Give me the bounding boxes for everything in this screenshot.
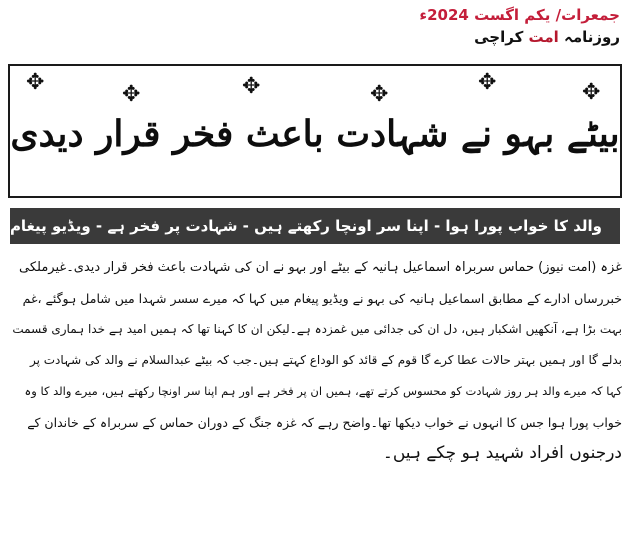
article-line: بدلے گا اور ہمیں بہتر حالات عطا کرے گا قوم کے قائد کو الوداع کہتے ہیں۔جب کہ بیٹے عبدالسلام نے والد کی شہادت پر — [29, 353, 622, 367]
article-body — [8, 252, 622, 469]
headline: بیٹے بہو نے شہادت باعث فخر قرار دیدی — [10, 113, 620, 155]
article-line: غزہ (امت نیوز) حماس سربراہ اسماعیل ہانیہ کے بیٹے اور بہو نے ان کی شہادت باعث فخر قرار دیدی۔غیرملکی — [19, 260, 622, 275]
dateline — [320, 4, 620, 48]
newspaper-name — [320, 26, 620, 48]
ornament-icon: ✥ — [478, 70, 497, 95]
headline-box — [8, 64, 622, 198]
ornament-icon: ✥ — [26, 70, 45, 95]
ornament-icon: ✥ — [582, 80, 601, 105]
ornament-icon: ✥ — [242, 74, 261, 99]
publication-date: جمعرات/ یکم اگست 2024ء — [419, 6, 620, 24]
paper-prefix: روزنامہ — [558, 28, 620, 46]
ornament-icon: ✥ — [122, 82, 141, 107]
article-line: درجنوں افراد شہید ہو چکے ہیں۔ — [382, 443, 622, 463]
ornament-icon: ✥ — [370, 82, 389, 107]
article-line: خواب پورا ہوا جس کا انہوں نے خواب دیکھا تھا۔واضح رہے کہ غزہ جنگ کے دوران حماس کے سربراہ کے خاندان کے — [27, 415, 622, 430]
article-line: بہت بڑا ہے، آنکھیں اشکبار ہیں، دل ان کی جدائی میں غمزدہ ہے۔لیکن ان کا کہنا تھا کہ ہمیں امید ہے خدا ہماری قسمت — [12, 322, 622, 336]
article-line: خبررساں ادارے کے مطابق اسماعیل ہانیہ کی بہو نے ویڈیو پیغام میں کہا کہ میرے سسر شہدا میں شامل ہوگئے ،غم — [22, 291, 622, 306]
subheadline-bar: والد کا خواب پورا ہوا - اپنا سر اونچا رکھتے ہیں - شہادت پر فخر ہے - ویڈیو پیغام — [10, 208, 620, 244]
paper-suffix: کراچی — [474, 28, 529, 46]
paper-brand: امت — [528, 28, 559, 46]
article-line: کہا کہ میرے والد ہر روز شہادت کو محسوس کرتے تھے، ہمیں ان پر فخر ہے اور ہم اپنا سر اونچا رکھتے ہیں، میرے والد کا وہ — [24, 384, 622, 398]
